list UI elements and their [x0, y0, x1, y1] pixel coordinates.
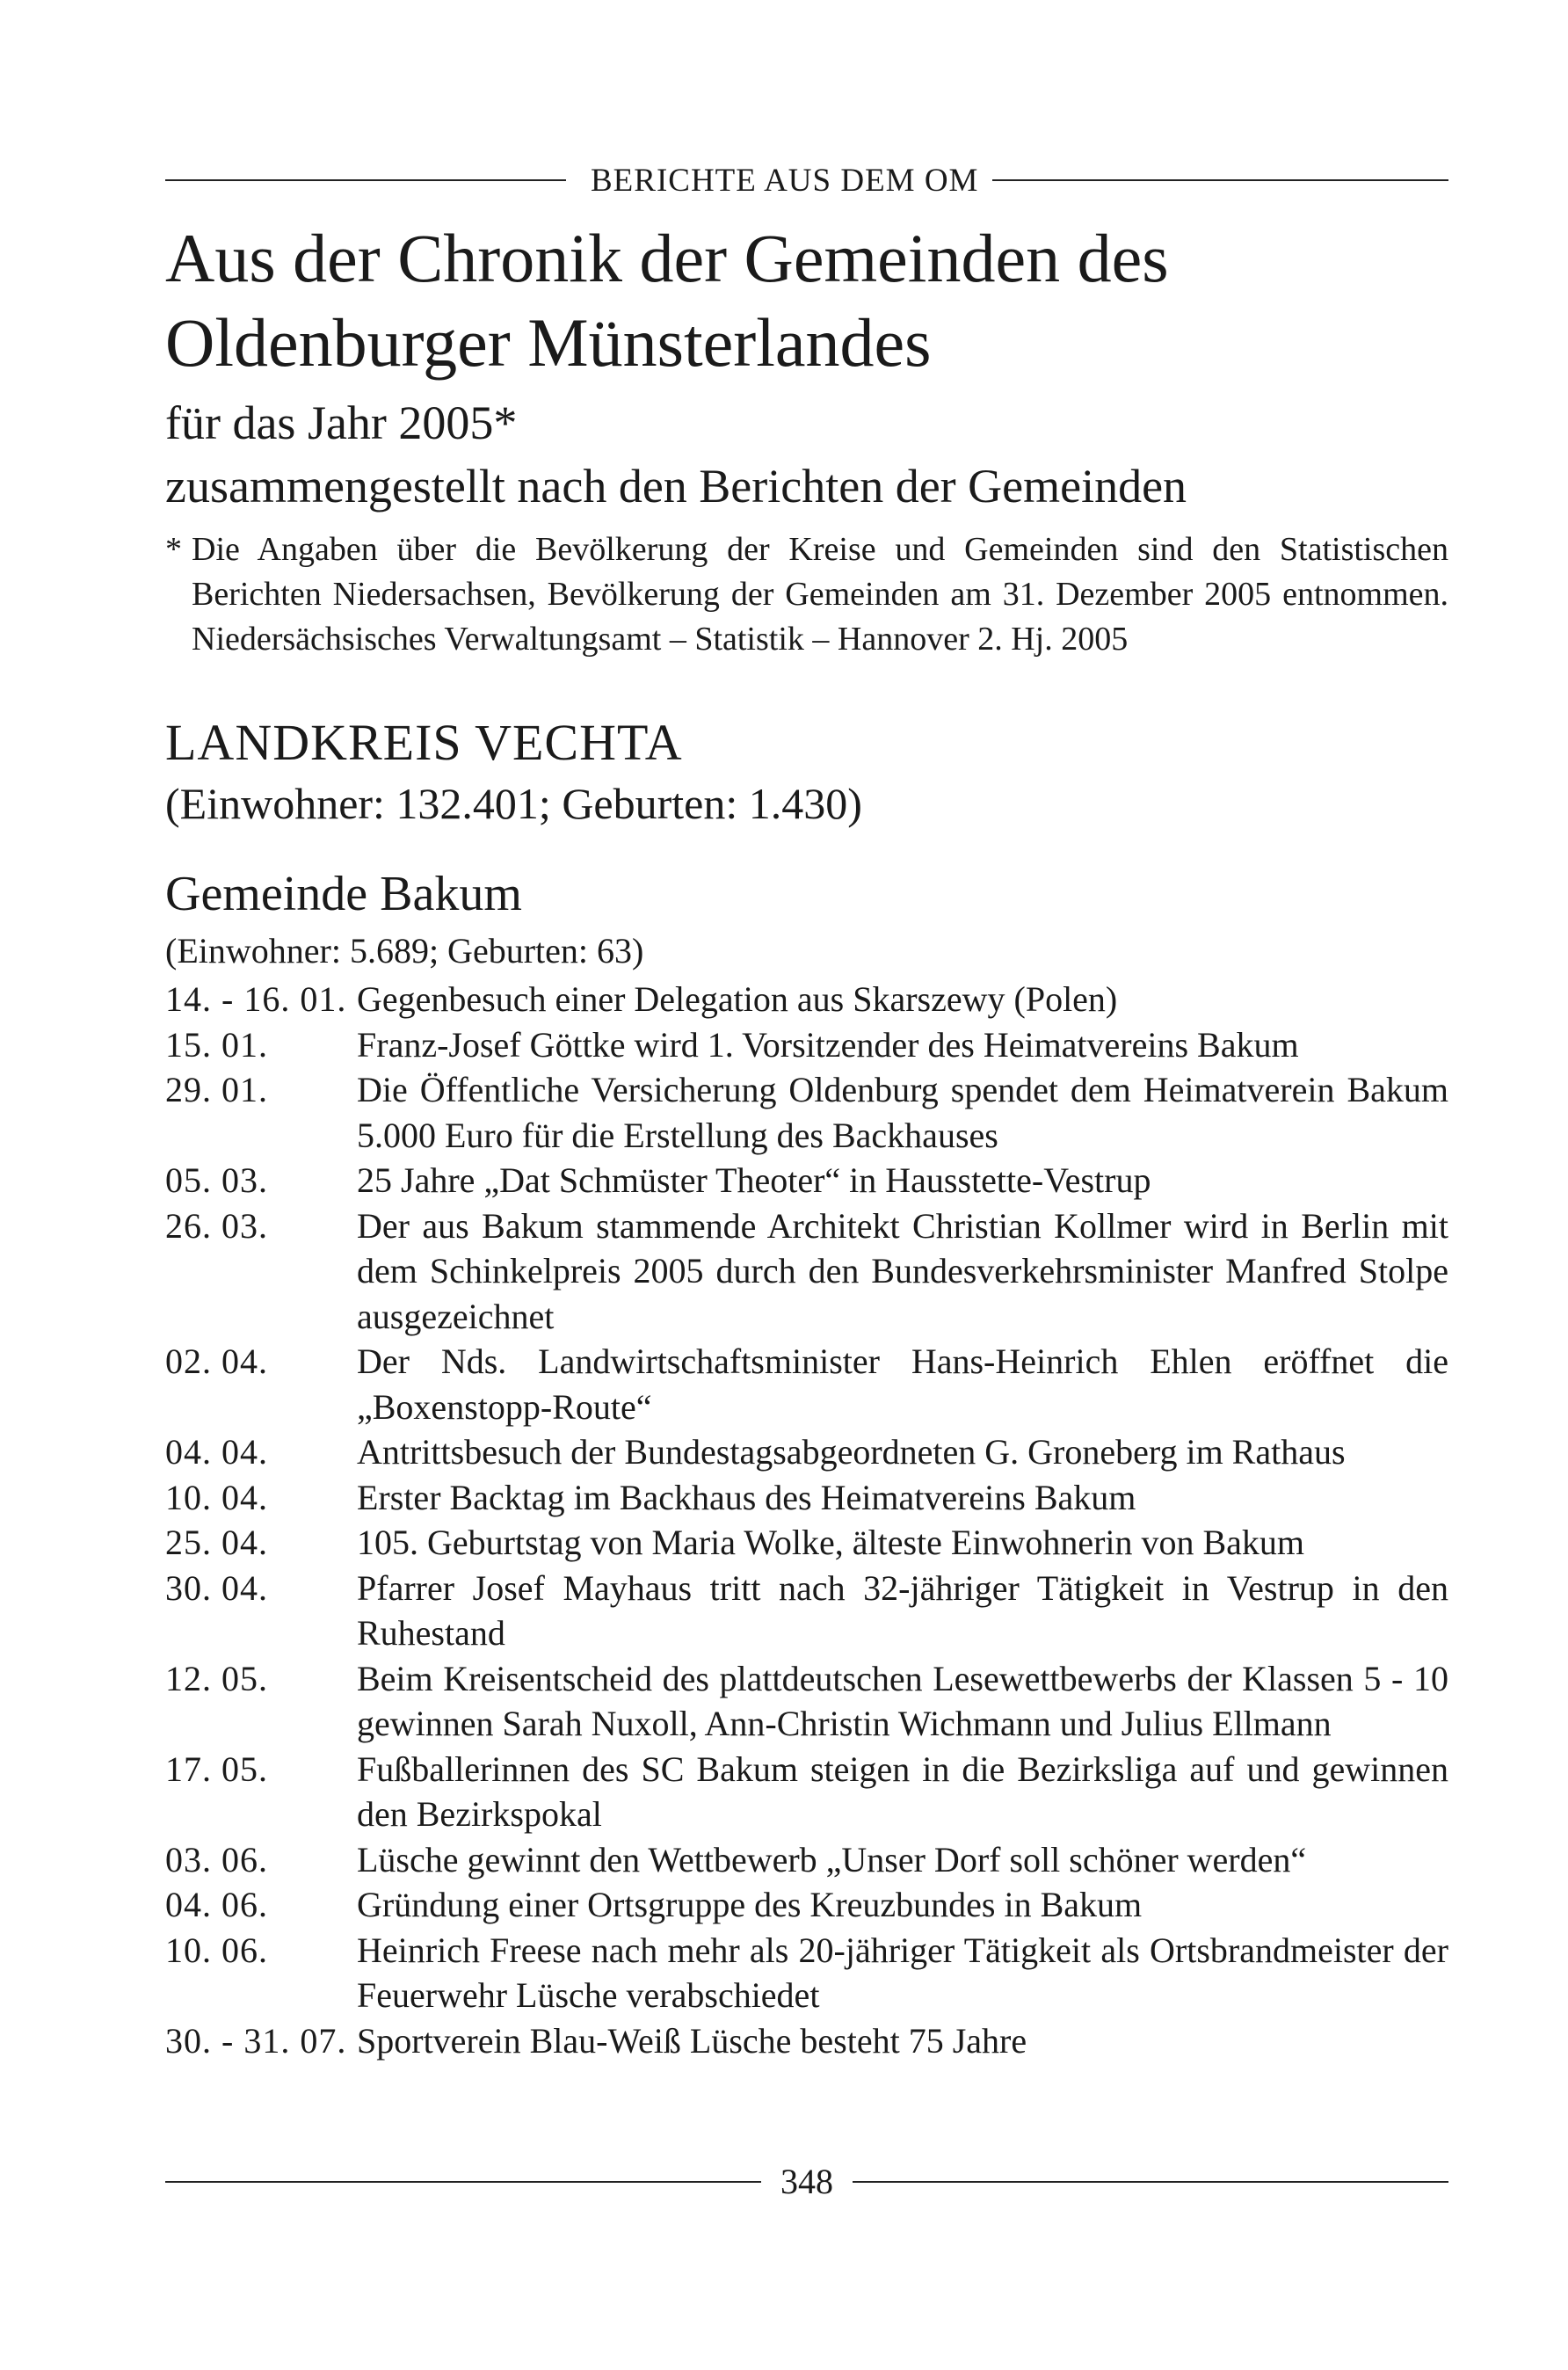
entry-date: 12. 05. [165, 1658, 268, 1698]
entry-date: 30. 04. [165, 1567, 268, 1608]
chronicle-entry [165, 1882, 1448, 1928]
entry-date: 03. 06. [165, 1839, 268, 1879]
entry-text: 105. Geburtstag von Maria Wolke, älteste Einwohnerin von Bakum [357, 1523, 1305, 1562]
entry-date: 26. 03. [165, 1205, 268, 1246]
district-stats: (Einwohner: 132.401; Geburten: 1.430) [165, 779, 862, 828]
footnote-mark: * [165, 531, 182, 568]
entry-text: Gründung einer Ortsgruppe des Kreuzbundes in Bakum [357, 1885, 1143, 1924]
entry-text: Beim Kreisentscheid des plattdeutschen Lesewettbewerbs der Klassen 5 - 10 gewinnen Sarah Nuxoll, Ann-Christin Wichmann und Julius Ellmann [357, 1658, 1448, 1743]
page-number: 348 [780, 2162, 833, 2201]
chronicle-entry [165, 1928, 1448, 2018]
entry-date: 25. 04. [165, 1523, 268, 1562]
entry-text: Heinrich Freese nach mehr als 20-jähriger Tätigkeit als Ortsbrandmeister der Feuerwehr Lüsche verabschiedet [357, 1930, 1448, 2015]
entry-text: Erster Backtag im Backhaus des Heimatvereins Bakum [357, 1477, 1136, 1517]
chronicle-list [165, 977, 1448, 2063]
entry-text: 25 Jahre „Dat Schmüster Theoter“ in Hausstette-Vestrup [357, 1160, 1151, 1200]
entry-text: Der aus Bakum stammende Architekt Christian Kollmer wird in Berlin mit dem Schinkelpreis 2005 durch den Bundesverkehrsminister Manfred Stolpe ausgezeichnet [357, 1205, 1448, 1336]
entry-date: 17. 05. [165, 1748, 268, 1789]
chronicle-entry [165, 1747, 1448, 1837]
subtitle-compiled: zusammengestellt nach den Berichten der Gemeinden [165, 460, 1187, 513]
footer-rule-right [853, 2181, 1448, 2183]
footnote-text: Die Angaben über die Bevölkerung der Kreise und Gemeinden sind den Statistischen Berichten Niedersachsen, Bevölkerung der Gemeinden am 31. Dezember 2005 entnommen. Niedersächsisches Verwaltungsamt – Statistik – Hannover 2. Hj. 2005 [192, 531, 1448, 658]
chronicle-entry [165, 1429, 1448, 1475]
entry-date: 29. 01. [165, 1070, 268, 1109]
title-line-1: Aus der Chronik der Gemeinden des [165, 220, 1169, 296]
entry-date: 15. 01. [165, 1024, 268, 1065]
entry-text: Lüsche gewinnt den Wettbewerb „Unser Dorf soll schöner werden“ [357, 1839, 1307, 1879]
entry-text: Franz-Josef Göttke wird 1. Vorsitzender des Heimatvereins Bakum [357, 1024, 1299, 1065]
entry-date: 10. 04. [165, 1477, 268, 1517]
chronicle-entry [165, 2018, 1448, 2064]
chronicle-entry [165, 1837, 1448, 1883]
entry-date: 30. - 31. 07. [165, 2020, 347, 2061]
section-header [165, 158, 1448, 202]
chronicle-entry [165, 1158, 1448, 1203]
municipality-stats: (Einwohner: 5.689; Geburten: 63) [165, 931, 644, 971]
entry-date: 10. 06. [165, 1930, 268, 1970]
chronicle-entry [165, 977, 1448, 1022]
municipality-heading: Gemeinde Bakum [165, 867, 522, 921]
title-line-2: Oldenburger Münsterlandes [165, 304, 932, 381]
chronicle-entry [165, 1203, 1448, 1340]
entry-text: Antrittsbesuch der Bundestagsabgeordneten G. Groneberg im Rathaus [357, 1432, 1346, 1472]
entry-text: Der Nds. Landwirtschaftsminister Hans-Heinrich Ehlen eröffnet die „Boxenstopp-Route“ [357, 1341, 1448, 1427]
header-rule-right [992, 179, 1448, 181]
chronicle-entry [165, 1566, 1448, 1656]
section-label: BERICHTE AUS DEM OM [591, 162, 979, 199]
chronicle-entry [165, 1520, 1448, 1566]
header-rule-left [165, 179, 566, 181]
entry-date: 04. 06. [165, 1885, 268, 1924]
district-heading: LANDKREIS VECHTA [165, 714, 683, 771]
entry-text: Die Öffentliche Versicherung Oldenburg spendet dem Heimatverein Bakum 5.000 Euro für die Erstellung des Backhauses [357, 1070, 1448, 1155]
entry-date: 05. 03. [165, 1160, 268, 1200]
page-title [165, 216, 1448, 385]
chronicle-entry [165, 1067, 1448, 1158]
chronicle-entry [165, 1656, 1448, 1747]
entry-text: Gegenbesuch einer Delegation aus Skarszewy (Polen) [357, 979, 1118, 1019]
footnote [165, 527, 1448, 662]
subtitle-year: für das Jahr 2005* [165, 396, 518, 449]
entry-text: Sportverein Blau-Weiß Lüsche besteht 75 Jahre [357, 2020, 1027, 2061]
document-page [165, 158, 1448, 2063]
entry-text: Pfarrer Josef Mayhaus tritt nach 32-jähriger Tätigkeit in Vestrup in den Ruhestand [357, 1567, 1448, 1653]
entry-date: 14. - 16. 01. [165, 979, 347, 1019]
chronicle-entry [165, 1022, 1448, 1068]
entry-date: 02. 04. [165, 1341, 268, 1381]
entry-text: Fußballerinnen des SC Bakum steigen in die Bezirksliga auf und gewinnen den Bezirkspokal [357, 1748, 1448, 1834]
page-footer [165, 2161, 1448, 2202]
footer-rule-left [165, 2181, 761, 2183]
chronicle-entry [165, 1339, 1448, 1429]
chronicle-entry [165, 1475, 1448, 1521]
entry-date: 04. 04. [165, 1432, 268, 1472]
